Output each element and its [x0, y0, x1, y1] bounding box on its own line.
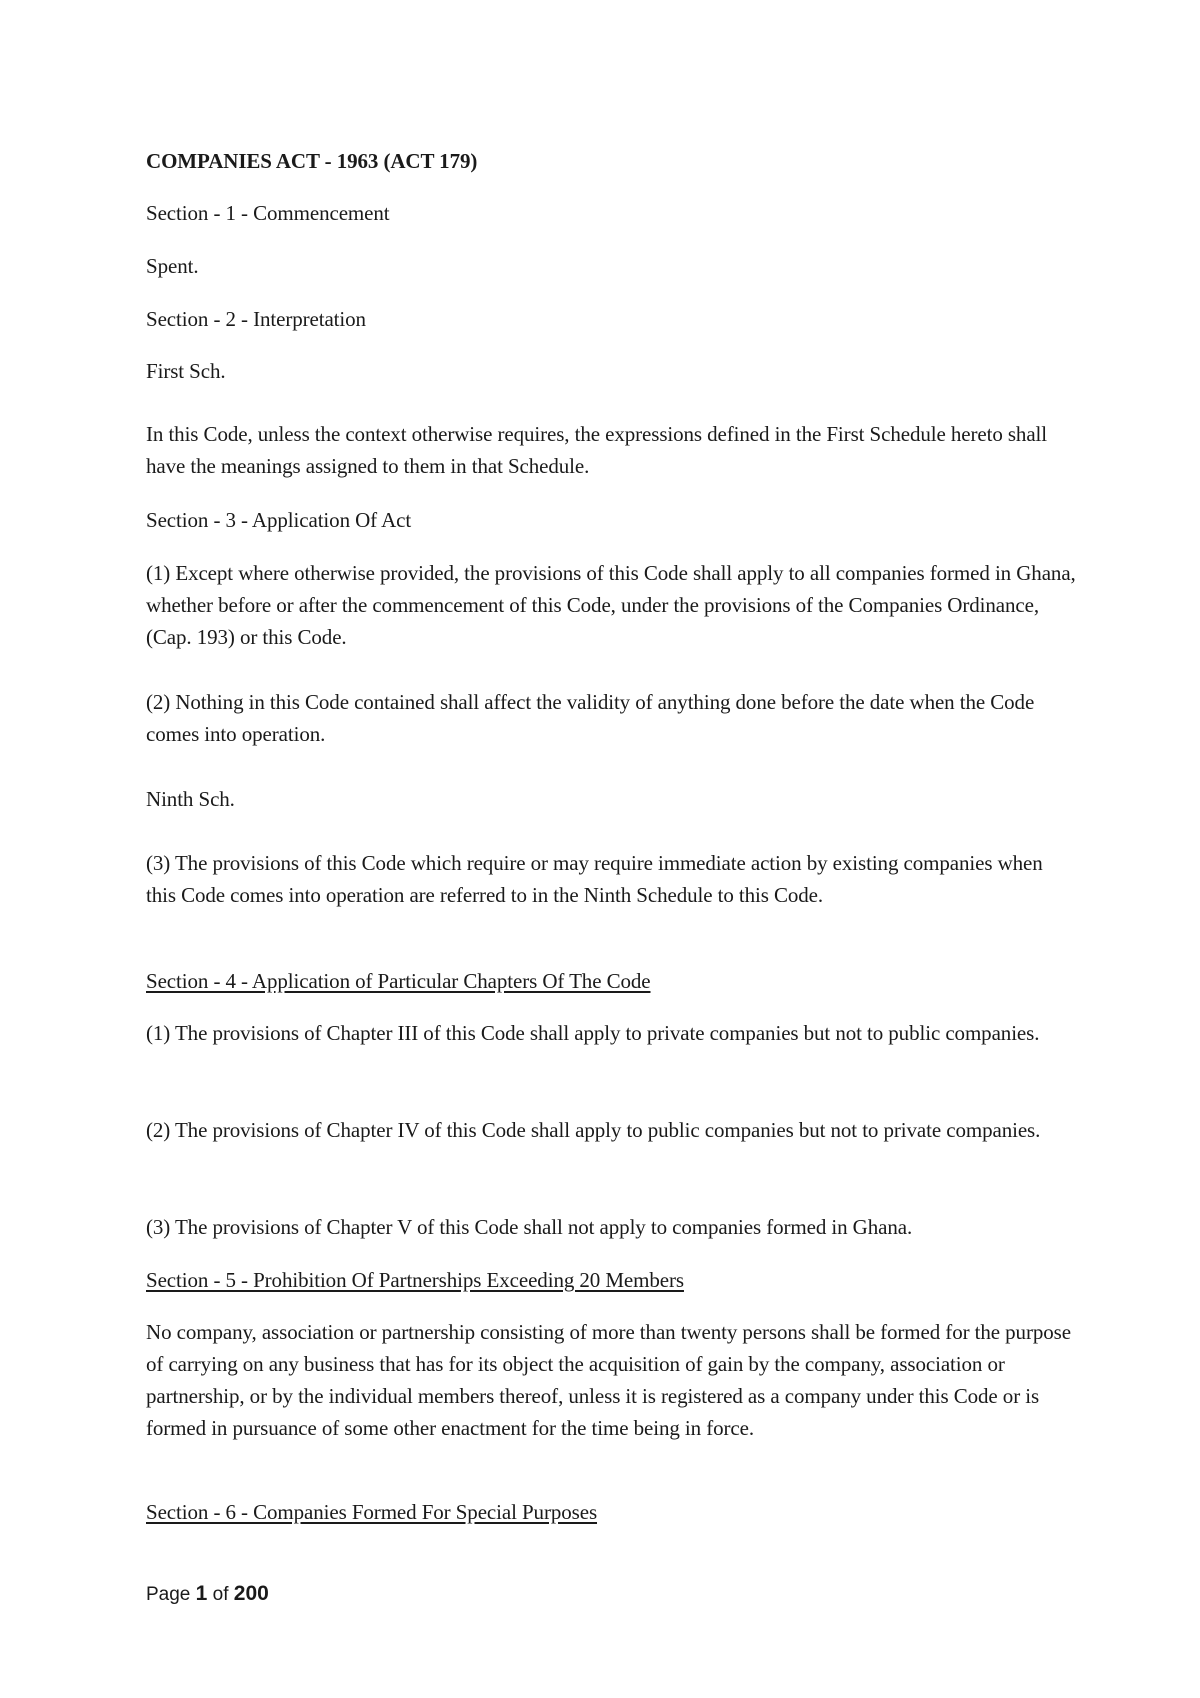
section-3-heading: Section - 3 - Application Of Act — [146, 508, 412, 532]
section-4-para-1: (1) The provisions of Chapter III of this Code shall apply to private companies but not to public companies. — [146, 1021, 1040, 1045]
page-label: Page — [146, 1584, 191, 1605]
page-footer — [146, 1580, 269, 1609]
of-label: of — [212, 1584, 229, 1605]
section-3-para-1: (1) Except where otherwise provided, the provisions of this Code shall apply to all companies formed in Ghana, whether before or after the commencement of this Code, under the provisions of the Companies Ordinance, (Cap. 193) or this Code. — [146, 561, 1076, 649]
section-6-heading: Section - 6 - Companies Formed For Special Purposes — [146, 1500, 598, 1524]
section-2-text: In this Code, unless the context otherwise requires, the expressions defined in the First Schedule hereto shall have the meanings assigned to them in that Schedule. — [146, 422, 1048, 478]
section-2-schedule-note: First Sch. — [146, 359, 226, 383]
section-3-schedule-note: Ninth Sch. — [146, 787, 235, 811]
page-number: 1 — [195, 1582, 208, 1605]
section-4-para-3: (3) The provisions of Chapter V of this Code shall not apply to companies formed in Ghana. — [146, 1215, 913, 1239]
section-4-heading: Section - 4 - Application of Particular Chapters Of The Code — [146, 969, 651, 993]
section-3-para-2: (2) Nothing in this Code contained shall affect the validity of anything done before the date when the Code comes into operation. — [146, 690, 1035, 746]
section-1-heading: Section - 1 - Commencement — [146, 201, 390, 225]
page-total: 200 — [233, 1582, 269, 1605]
section-5-heading: Section - 5 - Prohibition Of Partnerships Exceeding 20 Members — [146, 1268, 684, 1292]
document-title: COMPANIES ACT - 1963 (ACT 179) — [146, 149, 478, 173]
section-2-heading: Section - 2 - Interpretation — [146, 307, 366, 331]
section-3-para-3: (3) The provisions of this Code which require or may require immediate action by existing companies when this Code comes into operation are referred to in the Ninth Schedule to this Code. — [146, 851, 1043, 907]
section-1-text: Spent. — [146, 254, 199, 278]
section-4-para-2: (2) The provisions of Chapter IV of this Code shall apply to public companies but not to private companies. — [146, 1118, 1041, 1142]
section-5-text: No company, association or partnership consisting of more than twenty persons shall be formed for the purpose of carrying on any business that has for its object the acquisition of gain by the company, association or partnership, or by the individual members thereof, unless it is registered as a company under this Code or is formed in pursuance of some other enactment for the time being in force. — [146, 1320, 1071, 1440]
